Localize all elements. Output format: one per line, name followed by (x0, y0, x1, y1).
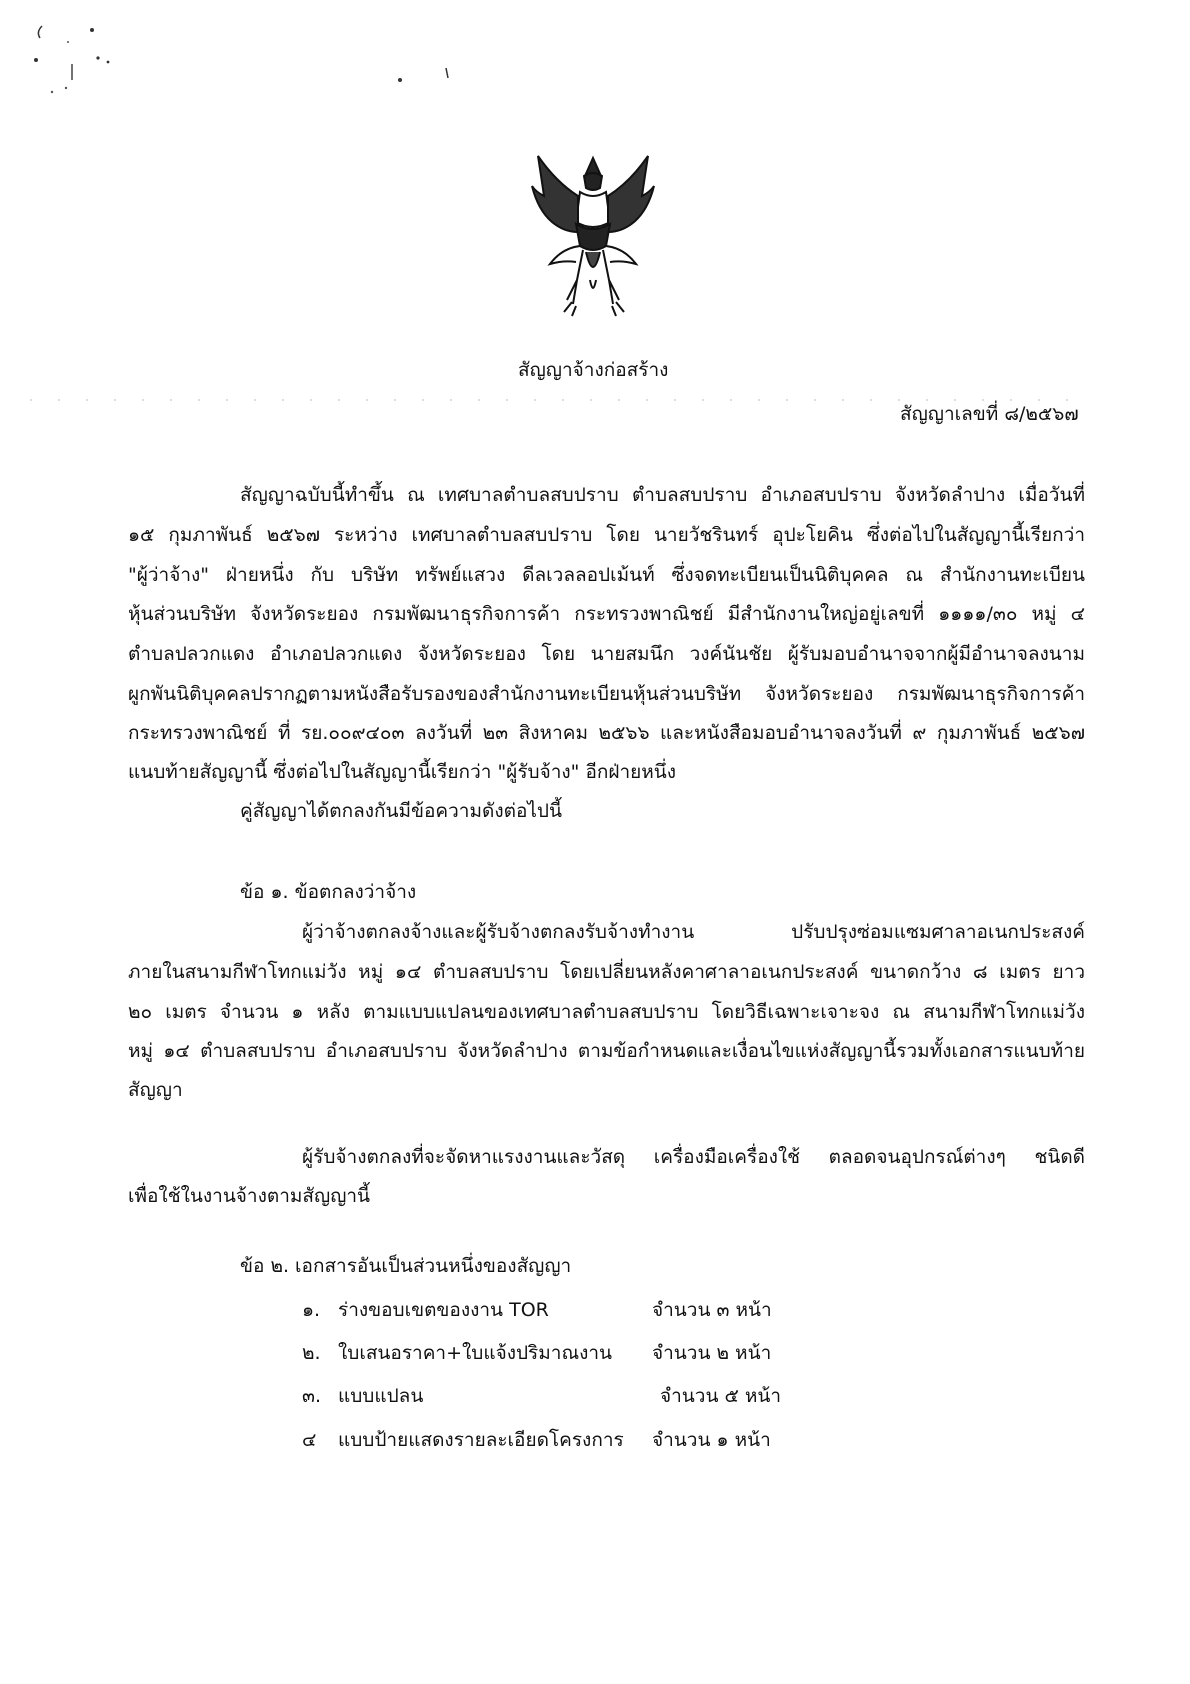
attachment-page-count: จำนวน ๓ หน้า (652, 1299, 772, 1321)
attachment-number: ๑. (302, 1299, 321, 1321)
clause-1-line: เพื่อใช้ในงานจ้างตามสัญญานี้ (128, 1185, 371, 1207)
preamble-line: ผูกพันนิติบุคคลปรากฏตามหนังสือรับรองของสำนักงานทะเบียนหุ้นส่วนบริษัท จังหวัดระยอง กรมพัฒนาธุรกิจการค้า (128, 683, 1085, 705)
clause-1-heading: ข้อ ๑. ข้อตกลงว่าจ้าง (240, 881, 417, 903)
contract-number: สัญญาเลขที่ ๘/๒๕๖๗ (900, 403, 1079, 425)
preamble-line: "ผู้ว่าจ้าง" ฝ่ายหนึ่ง กับ บริษัท ทรัพย์แสวง ดีลเวลลอปเม้นท์ ซึ่งจดทะเบียนเป็นนิติบุคคล ณ สำนักงานทะเบียน (128, 564, 1085, 586)
attachment-page-count: จำนวน ๒ หน้า (652, 1342, 772, 1364)
scan-noise (28, 18, 508, 138)
preamble-line: ๑๕ กุมภาพันธ์ ๒๕๖๗ ระหว่าง เทศบาลตำบลสบปราบ โดย นายวัชรินทร์ อุปะโยคิน ซึ่งต่อไปในสัญญานี้เรียกว่า (128, 524, 1085, 546)
preamble-line: หุ้นส่วนบริษัท จังหวัดระยอง กรมพัฒนาธุรกิจการค้า กระทรวงพาณิชย์ มีสำนักงานใหญ่อยู่เลขที่ ๑๑๑๑/๓๐ หมู่ ๔ (128, 603, 1085, 625)
preamble-line: กระทรวงพาณิชย์ ที่ รย.๐๐๙๔๐๓ ลงวันที่ ๒๓ สิงหาคม ๒๕๖๖ และหนังสือมอบอำนาจลงวันที่ ๙ กุมภาพันธ์ ๒๕๖๗ (128, 722, 1085, 744)
clause-1-line: หมู่ ๑๔ ตำบลสบปราบ อำเภอสบปราบ จังหวัดลำปาง ตามข้อกำหนดและเงื่อนไขแห่งสัญญานี้รวมทั้งเอกสารแนบท้าย (128, 1040, 1085, 1062)
clause-1-line: สัญญา (128, 1079, 183, 1101)
clause-1-line: ภายในสนามกีฬาโทกแม่วัง หมู่ ๑๔ ตำบลสบปราบ โดยเปลี่ยนหลังคาศาลาอเนกประสงค์ ขนาดกว้าง ๘ เมตร ยาว (128, 961, 1085, 983)
garuda-emblem (528, 152, 658, 322)
attachment-number: ๔ (302, 1429, 317, 1451)
attachment-page-count: จำนวน ๕ หน้า (660, 1385, 782, 1407)
clause-1-line: ผู้ว่าจ้างตกลงจ้างและผู้รับจ้างตกลงรับจ้างทำงาน ปรับปรุงซ่อมแซมศาลาอเนกประสงค์ (302, 921, 1085, 943)
attachment-name: ร่างขอบเขตของงาน TOR (338, 1299, 549, 1321)
document-title: สัญญาจ้างก่อสร้าง (518, 359, 669, 381)
clause-2-heading: ข้อ ๒. เอกสารอันเป็นส่วนหนึ่งของสัญญา (240, 1255, 572, 1277)
attachment-name: ใบเสนอราคา+ใบแจ้งปริมาณงาน (338, 1342, 613, 1364)
preamble-line: ตำบลปลวกแดง อำเภอปลวกแดง จังหวัดระยอง โดย นายสมนึก วงค์นันชัย ผู้รับมอบอำนาจจากผู้มีอำนาจลงนาม (128, 643, 1085, 665)
agreement-intro: คู่สัญญาได้ตกลงกันมีข้อความดังต่อไปนี้ (240, 800, 562, 822)
attachment-page-count: จำนวน ๑ หน้า (652, 1429, 771, 1451)
clause-1-line: ๒๐ เมตร จำนวน ๑ หลัง ตามแบบแปลนของเทศบาลตำบลสบปราบ โดยวิธีเฉพาะเจาะจง ณ สนามกีฬาโทกแม่วัง (128, 1001, 1085, 1023)
attachment-number: ๒. (302, 1342, 321, 1364)
attachment-number: ๓. (302, 1385, 322, 1407)
preamble-line: สัญญาฉบับนี้ทำขึ้น ณ เทศบาลตำบลสบปราบ ตำบลสบปราบ อำเภอสบปราบ จังหวัดลำปาง เมื่อวันที่ (240, 484, 1085, 506)
preamble-line: แนบท้ายสัญญานี้ ซึ่งต่อไปในสัญญานี้เรียกว่า "ผู้รับจ้าง" อีกฝ่ายหนึ่ง (128, 761, 677, 783)
attachment-name: แบบแปลน (338, 1385, 424, 1407)
attachment-name: แบบป้ายแสดงรายละเอียดโครงการ (338, 1429, 624, 1451)
clause-1-line: ผู้รับจ้างตกลงที่จะจัดหาแรงงานและวัสดุ เครื่องมือเครื่องใช้ ตลอดจนอุปกรณ์ต่างๆ ชนิดดี (302, 1146, 1085, 1168)
